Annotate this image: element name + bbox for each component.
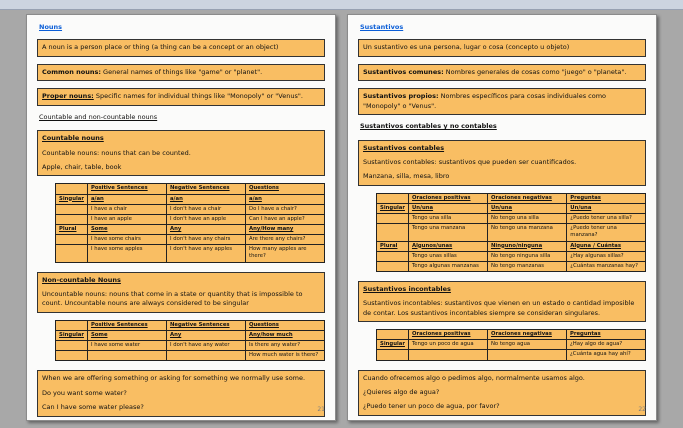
countable-nouns-box <box>37 130 325 176</box>
table-header-cell: Preguntas <box>567 193 646 203</box>
table-cell <box>487 350 566 360</box>
noun-definition-text: A noun is a person place or thing (a thing can be a concept or an object) <box>42 43 279 52</box>
noun-definition-text: Un sustantivo es una persona, lugar o cosa (concepto u objeto) <box>363 43 570 52</box>
table-cell: I have some apples <box>87 245 166 262</box>
usage-example-2: ¿Puedo tener un poco de agua, por favor? <box>363 402 500 411</box>
table-cell: ¿Cuánta agua hay ahí? <box>566 350 645 360</box>
table-cell: Un/una <box>408 203 487 213</box>
common-nouns-text: Nombres generales de cosas como "juego" o "planeta". <box>443 67 627 76</box>
table-cell: Any <box>166 224 245 234</box>
noncountable-title: Sustantivos incontables <box>363 284 451 293</box>
table-cell: ¿Puedo tener una manzana? <box>567 224 646 241</box>
pages-container <box>0 10 683 421</box>
proper-nouns-text: Nombres específicos para cosas individuales como "Monopoly" o "Venus". <box>363 92 607 110</box>
table-cell: Tengo unas sillas <box>408 251 487 261</box>
table-cell: I have some water <box>87 341 166 351</box>
noncountable-table <box>55 320 325 362</box>
noncountable-desc: Uncountable nouns: nouns that come in a state or quantity that is impossible to count. Uncountable nouns are always considered to be singular <box>42 289 303 308</box>
table-cell: No tengo una manzana <box>487 224 566 241</box>
table-cell <box>56 214 88 224</box>
table-cell: Algunos/unas <box>408 241 487 251</box>
common-nouns-text: General names of things like "game" or "planet". <box>100 67 263 76</box>
table-cell: Some <box>87 224 166 234</box>
table-header-cell: Oraciones positivas <box>408 193 487 203</box>
table-header-cell <box>377 193 409 203</box>
table-cell: Plural <box>377 241 409 251</box>
table-cell <box>87 351 166 361</box>
table-cell: I don't have any chairs <box>166 235 245 245</box>
proper-nouns-box <box>358 88 646 115</box>
table-cell: Can I have an apple? <box>246 214 325 224</box>
proper-nouns-label: Proper nouns: <box>42 92 94 101</box>
table-cell: Any/how much <box>246 330 325 340</box>
section-heading-countable: Countable and non-countable nouns <box>39 112 158 121</box>
usage-example-1: ¿Quieres algo de agua? <box>363 388 440 397</box>
page-right-spanish <box>347 14 657 421</box>
table-header-cell <box>377 330 409 340</box>
table-cell: I don't have an apple <box>166 214 245 224</box>
table-cell: a/an <box>87 194 166 204</box>
table-cell <box>377 224 409 241</box>
page-title-link-nouns[interactable]: Nouns <box>39 23 63 31</box>
table-cell: Un/una <box>567 203 646 213</box>
table-cell: Tengo un poco de agua <box>408 340 487 350</box>
page-number: 21 <box>317 406 325 414</box>
table-cell: Tengo algunas manzanas <box>408 261 487 271</box>
noun-definition-box <box>358 39 646 56</box>
table-cell: Singular <box>377 340 409 350</box>
table-cell: How many apples are there? <box>246 245 325 262</box>
noncountable-title: Non-countable Nouns <box>42 275 121 284</box>
countable-examples: Apple, chair, table, book <box>42 162 122 171</box>
noncountable-table <box>376 329 646 360</box>
table-cell <box>377 261 409 271</box>
page-title-link-sustantivos[interactable]: Sustantivos <box>360 23 404 31</box>
table-cell: Do I have a chair? <box>246 204 325 214</box>
table-header-cell: Questions <box>246 184 325 194</box>
table-cell: ¿Hay algo de agua? <box>566 340 645 350</box>
table-cell: I have an apple <box>87 214 166 224</box>
usage-rule: When we are offering something or asking for something we normally use some. <box>42 374 306 383</box>
page-left-english <box>26 14 336 421</box>
table-cell: ¿Cuántas manzanas hay? <box>567 261 646 271</box>
section-heading-countable: Sustantivos contables y no contables <box>360 122 497 131</box>
countable-desc: Countable nouns: nouns that can be counted. <box>42 148 191 157</box>
table-cell <box>56 351 88 361</box>
proper-nouns-label: Sustantivos propios: <box>363 92 439 101</box>
table-cell: Plural <box>56 224 88 234</box>
table-cell: I don't have a chair <box>166 204 245 214</box>
table-cell: Any/How many <box>246 224 325 234</box>
table-cell: Tengo una manzana <box>408 224 487 241</box>
table-cell: a/an <box>246 194 325 204</box>
common-nouns-label: Common nouns: <box>42 67 101 76</box>
table-header-cell: Oraciones positivas <box>408 330 487 340</box>
common-nouns-box <box>358 64 646 81</box>
table-cell: Some <box>87 330 166 340</box>
table-header-cell: Oraciones negativas <box>487 330 566 340</box>
table-header-cell <box>56 184 88 194</box>
table-cell <box>377 214 409 224</box>
countable-table <box>55 183 325 262</box>
table-cell: ¿Puedo tener una silla? <box>567 214 646 224</box>
usage-example-2: Can I have some water please? <box>42 403 144 412</box>
table-cell: Tengo una silla <box>408 214 487 224</box>
table-cell <box>56 204 88 214</box>
countable-table <box>376 193 646 272</box>
table-cell <box>377 251 409 261</box>
table-cell <box>377 350 409 360</box>
table-cell: I have a chair <box>87 204 166 214</box>
table-cell: Singular <box>56 194 88 204</box>
table-cell: I don't have any water <box>166 341 245 351</box>
countable-nouns-box <box>358 140 646 186</box>
usage-box <box>37 370 325 416</box>
table-cell: a/an <box>166 194 245 204</box>
table-cell: ¿Hay algunas sillas? <box>567 251 646 261</box>
usage-box <box>358 370 646 416</box>
countable-desc: Sustantivos contables: sustantivos que pueden ser cuantificados. <box>363 157 577 166</box>
table-cell: Are there any chairs? <box>246 235 325 245</box>
table-cell: Is there any water? <box>246 341 325 351</box>
table-header-cell: Positive Sentences <box>87 320 166 330</box>
table-cell: I have some chairs <box>87 235 166 245</box>
table-cell: Singular <box>377 203 409 213</box>
table-header-cell: Negative Sentences <box>166 184 245 194</box>
table-cell <box>56 341 88 351</box>
usage-rule: Cuando ofrecemos algo o pedimos algo, normalmente usamos algo. <box>363 373 585 382</box>
table-cell: No tengo una silla <box>487 214 566 224</box>
table-header-cell: Questions <box>246 320 325 330</box>
table-cell: How much water is there? <box>246 351 325 361</box>
countable-title: Countable nouns <box>42 134 104 143</box>
noncountable-nouns-box <box>37 272 325 313</box>
table-cell: No tengo manzanas <box>487 261 566 271</box>
table-header-cell: Negative Sentences <box>166 320 245 330</box>
proper-nouns-text: Specific names for individual things like "Monopoly" or "Venus". <box>93 92 303 101</box>
table-header-cell <box>56 320 88 330</box>
table-cell: No tengo ninguna silla <box>487 251 566 261</box>
proper-nouns-box <box>37 88 325 105</box>
table-cell: I don't have any apples <box>166 245 245 262</box>
window-chrome-bar <box>0 0 683 10</box>
table-cell <box>408 350 487 360</box>
table-cell <box>56 245 88 262</box>
table-cell <box>166 351 245 361</box>
page-number: 22 <box>638 406 646 414</box>
noncountable-nouns-box <box>358 281 646 322</box>
table-cell: No tengo agua <box>487 340 566 350</box>
usage-example-1: Do you want some water? <box>42 388 127 397</box>
table-cell: Any <box>166 330 245 340</box>
table-header-cell: Preguntas <box>566 330 645 340</box>
table-header-cell: Oraciones negativas <box>487 193 566 203</box>
noun-definition-box <box>37 39 325 56</box>
table-cell: Un/una <box>487 203 566 213</box>
table-cell <box>56 235 88 245</box>
common-nouns-label: Sustantivos comunes: <box>363 67 444 76</box>
countable-examples: Manzana, silla, mesa, libro <box>363 172 450 181</box>
countable-title: Sustantivos contables <box>363 143 445 152</box>
table-cell: Singular <box>56 330 88 340</box>
common-nouns-box <box>37 64 325 81</box>
table-cell: Alguna / Cuántas <box>567 241 646 251</box>
table-cell: Ninguno/ninguna <box>487 241 566 251</box>
noncountable-desc: Sustantivos incontables: sustantivos que vienen en un estado o cantidad imposible de contar. Los sustantivos incontables siempre se consideran singulares. <box>363 299 635 317</box>
table-header-cell: Positive Sentences <box>87 184 166 194</box>
